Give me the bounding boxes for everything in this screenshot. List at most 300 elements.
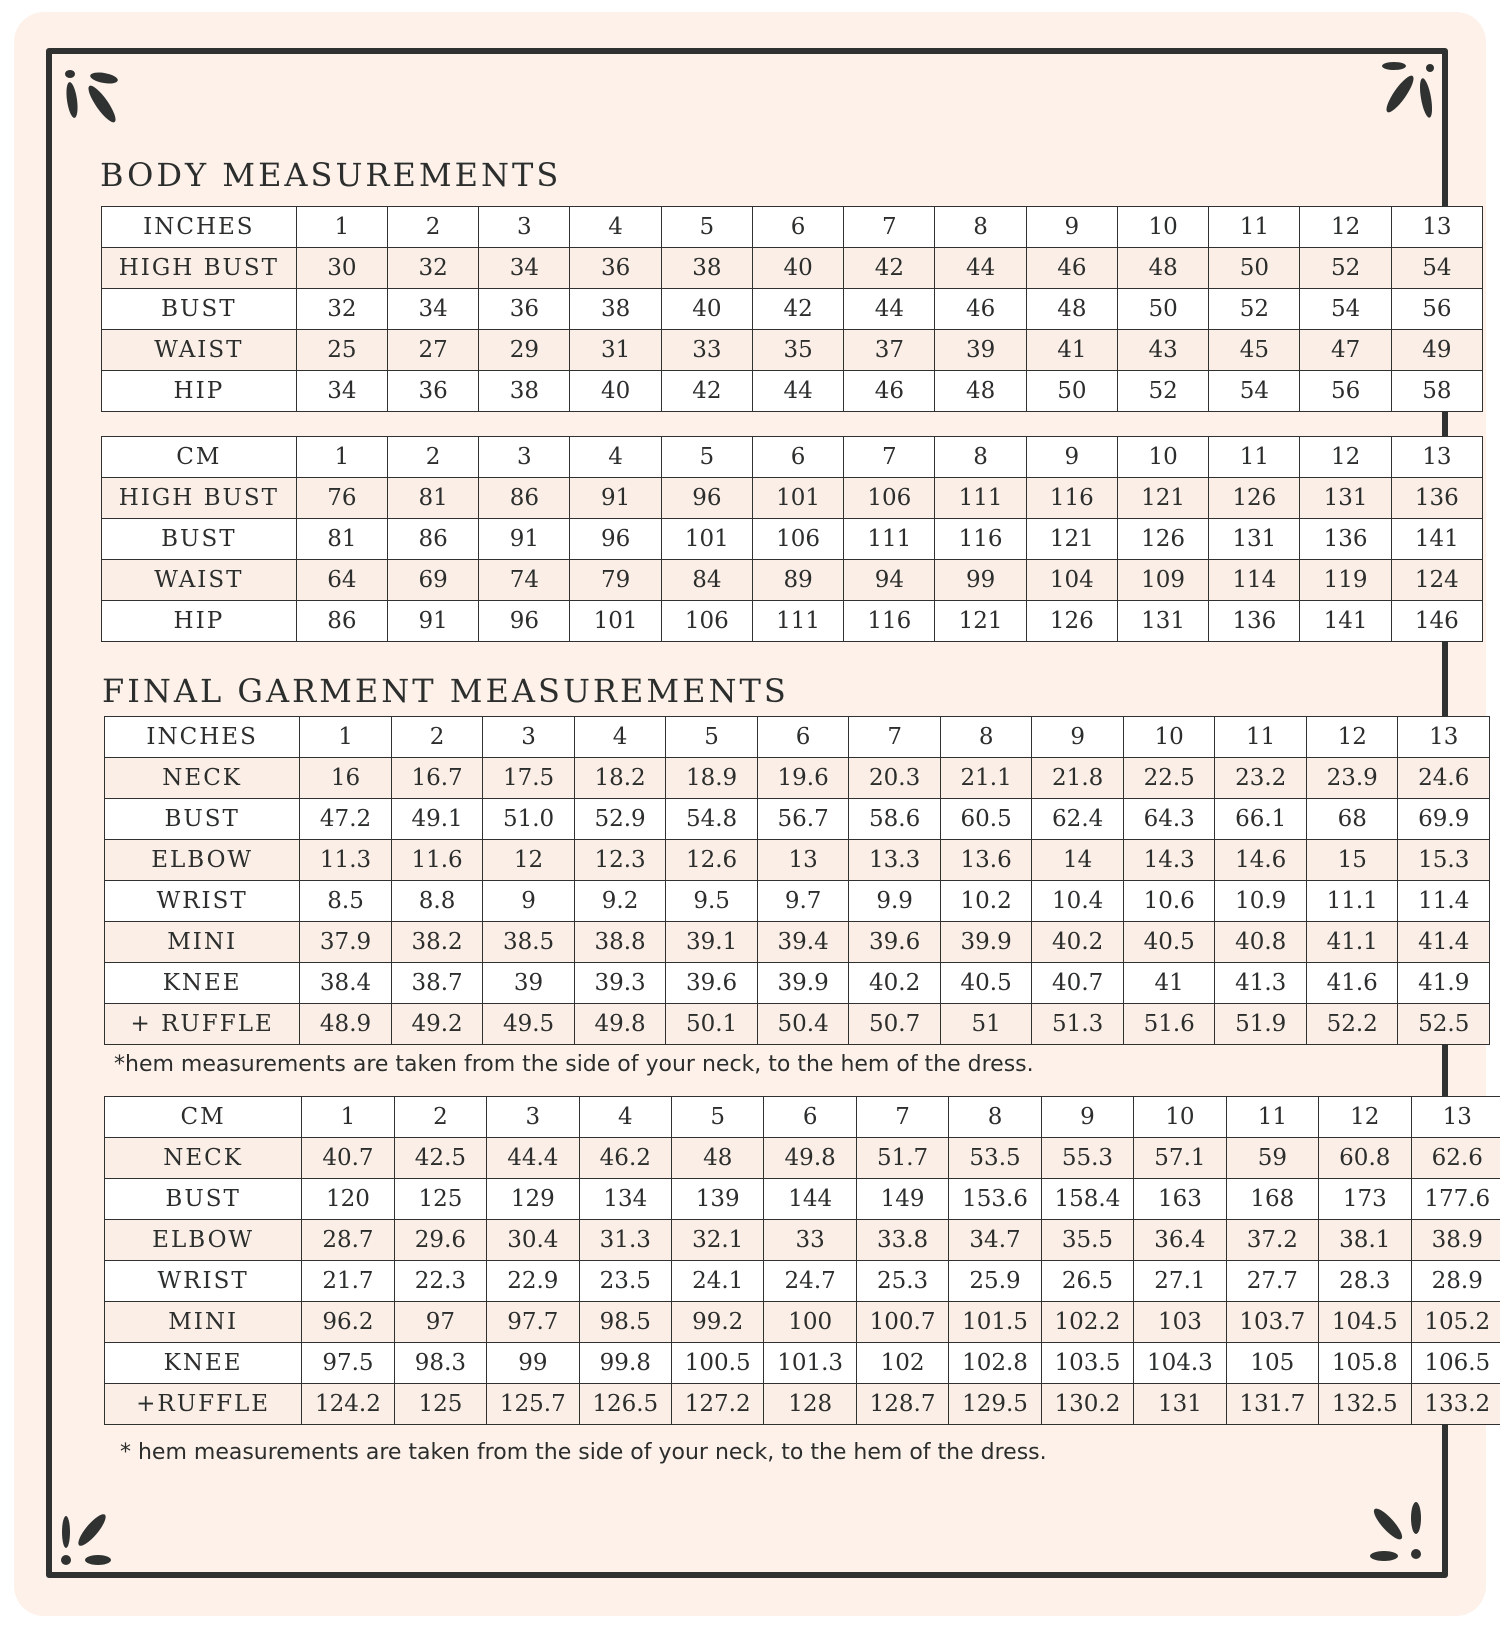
- table-cell: 11: [1209, 207, 1300, 248]
- table-cell: 49.8: [764, 1138, 856, 1179]
- row-label-cell: NECK: [105, 1138, 302, 1179]
- row-label-cell: MINI: [105, 1302, 302, 1343]
- table-cell: 97.7: [487, 1302, 579, 1343]
- section-title-final: FINAL GARMENT MEASUREMENTS: [102, 672, 789, 710]
- table-row: [105, 1004, 1490, 1045]
- table-cell: 32: [296, 289, 387, 330]
- table-cell: 39: [935, 330, 1026, 371]
- table-cell: 146: [1391, 601, 1482, 642]
- table-cell: 27.1: [1134, 1261, 1226, 1302]
- table-cell: 10.2: [940, 881, 1032, 922]
- table-cell: 48.9: [300, 1004, 392, 1045]
- row-label-cell: WAIST: [102, 330, 297, 371]
- table-cell: 46.2: [579, 1138, 671, 1179]
- table-cell: 127.2: [672, 1384, 764, 1425]
- table-cell: 129: [487, 1179, 579, 1220]
- table-cell: 16.7: [391, 758, 483, 799]
- table-cell: 38: [479, 371, 570, 412]
- table-cell: 163: [1134, 1179, 1226, 1220]
- table-cell: 38.2: [391, 922, 483, 963]
- table-cell: 86: [296, 601, 387, 642]
- body-cm-table: [101, 436, 1483, 642]
- table-row: [105, 1179, 1500, 1220]
- table-cell: 11.6: [391, 840, 483, 881]
- table-cell: 12: [1300, 437, 1391, 478]
- table-cell: 10: [1123, 717, 1215, 758]
- table-cell: 6: [764, 1097, 856, 1138]
- table-cell: 96: [479, 601, 570, 642]
- table-cell: 69: [387, 560, 478, 601]
- row-label-cell: INCHES: [102, 207, 297, 248]
- table-cell: 81: [387, 478, 478, 519]
- table-cell: 6: [752, 437, 843, 478]
- table-cell: 40: [661, 289, 752, 330]
- table-cell: 48: [672, 1138, 764, 1179]
- table-cell: 121: [1117, 478, 1208, 519]
- table-cell: 81: [296, 519, 387, 560]
- table-cell: 89: [752, 560, 843, 601]
- table-cell: 131.7: [1226, 1384, 1318, 1425]
- row-label-cell: WAIST: [102, 560, 297, 601]
- table-cell: 4: [570, 437, 661, 478]
- table-cell: 125: [394, 1384, 486, 1425]
- table-cell: 40.5: [1123, 922, 1215, 963]
- table-cell: 168: [1226, 1179, 1318, 1220]
- table-cell: 126: [1026, 601, 1117, 642]
- table-cell: 131: [1300, 478, 1391, 519]
- table-cell: 40.7: [302, 1138, 394, 1179]
- table-cell: 15.3: [1398, 840, 1490, 881]
- table-header-row: [105, 1097, 1500, 1138]
- table-cell: 52.2: [1306, 1004, 1398, 1045]
- table-cell: 43: [1117, 330, 1208, 371]
- table-cell: 5: [661, 207, 752, 248]
- table-cell: 129.5: [949, 1384, 1041, 1425]
- table-cell: 24.6: [1398, 758, 1490, 799]
- table-cell: 44: [844, 289, 935, 330]
- table-cell: 9: [1032, 717, 1124, 758]
- table-cell: 3: [479, 207, 570, 248]
- table-cell: 60.5: [940, 799, 1032, 840]
- table-cell: 141: [1391, 519, 1482, 560]
- final-inches-table: [104, 716, 1490, 1045]
- row-label-cell: HIP: [102, 601, 297, 642]
- table-cell: 104: [1026, 560, 1117, 601]
- table-cell: 7: [849, 717, 941, 758]
- table-cell: 2: [387, 437, 478, 478]
- table-cell: 126: [1209, 478, 1300, 519]
- table-row: [105, 1261, 1500, 1302]
- table-cell: 49.5: [483, 1004, 575, 1045]
- table-cell: 51.9: [1215, 1004, 1307, 1045]
- table-cell: 102: [856, 1343, 948, 1384]
- table-cell: 101: [661, 519, 752, 560]
- table-cell: 48: [1026, 289, 1117, 330]
- table-cell: 54: [1209, 371, 1300, 412]
- table-cell: 38.5: [483, 922, 575, 963]
- table-cell: 134: [579, 1179, 671, 1220]
- table-cell: 4: [570, 207, 661, 248]
- table-cell: 97.5: [302, 1343, 394, 1384]
- table-cell: 104.5: [1319, 1302, 1411, 1343]
- table-cell: 33: [661, 330, 752, 371]
- table-row: [105, 799, 1490, 840]
- table-cell: 31.3: [579, 1220, 671, 1261]
- table-cell: 46: [844, 371, 935, 412]
- row-label-cell: KNEE: [105, 1343, 302, 1384]
- table-cell: 64: [296, 560, 387, 601]
- table-cell: 28.9: [1411, 1261, 1500, 1302]
- table-cell: 18.9: [666, 758, 758, 799]
- table-cell: 38: [661, 248, 752, 289]
- table-cell: 42: [752, 289, 843, 330]
- table-cell: 177.6: [1411, 1179, 1500, 1220]
- table-cell: 68: [1306, 799, 1398, 840]
- row-label-cell: BUST: [102, 519, 297, 560]
- table-cell: 42.5: [394, 1138, 486, 1179]
- table-cell: 5: [666, 717, 758, 758]
- table-cell: 62.6: [1411, 1138, 1500, 1179]
- table-cell: 52.5: [1398, 1004, 1490, 1045]
- row-label-cell: NECK: [105, 758, 300, 799]
- table-cell: 10.9: [1215, 881, 1307, 922]
- table-cell: 13: [1391, 437, 1482, 478]
- table-cell: 31: [570, 330, 661, 371]
- leaf-sprig-icon: [1376, 58, 1440, 134]
- table-cell: 124: [1391, 560, 1482, 601]
- table-cell: 21.7: [302, 1261, 394, 1302]
- table-cell: 99: [487, 1343, 579, 1384]
- table-cell: 111: [935, 478, 1026, 519]
- table-cell: 74: [479, 560, 570, 601]
- table-cell: 133.2: [1411, 1384, 1500, 1425]
- table-cell: 10.6: [1123, 881, 1215, 922]
- table-row: [105, 881, 1490, 922]
- table-cell: 26.5: [1041, 1261, 1133, 1302]
- table-cell: 50.4: [757, 1004, 849, 1045]
- table-cell: 2: [391, 717, 483, 758]
- table-cell: 39.9: [940, 922, 1032, 963]
- table-cell: 4: [574, 717, 666, 758]
- table-cell: 60.8: [1319, 1138, 1411, 1179]
- table-cell: 49.8: [574, 1004, 666, 1045]
- table-cell: 124.2: [302, 1384, 394, 1425]
- table-cell: 104.3: [1134, 1343, 1226, 1384]
- leaf-sprig-icon: [1362, 1496, 1426, 1572]
- table-cell: 136: [1209, 601, 1300, 642]
- table-cell: 40.7: [1032, 963, 1124, 1004]
- table-cell: 10: [1117, 437, 1208, 478]
- table-cell: 13: [1411, 1097, 1500, 1138]
- table-cell: 21.1: [940, 758, 1032, 799]
- table-cell: 39.1: [666, 922, 758, 963]
- table-cell: 126.5: [579, 1384, 671, 1425]
- table-cell: 56: [1391, 289, 1482, 330]
- table-cell: 126: [1117, 519, 1208, 560]
- hem-note: * hem measurements are taken from the side of your neck, to the hem of the dress.: [120, 1440, 1047, 1465]
- table-cell: 11: [1209, 437, 1300, 478]
- table-cell: 128.7: [856, 1384, 948, 1425]
- table-cell: 47.2: [300, 799, 392, 840]
- table-cell: 58: [1391, 371, 1482, 412]
- table-cell: 38.1: [1319, 1220, 1411, 1261]
- table-cell: 5: [661, 437, 752, 478]
- table-cell: 128: [764, 1384, 856, 1425]
- table-cell: 144: [764, 1179, 856, 1220]
- table-cell: 121: [1026, 519, 1117, 560]
- table-cell: 34: [479, 248, 570, 289]
- table-cell: 69.9: [1398, 799, 1490, 840]
- table-cell: 27: [387, 330, 478, 371]
- row-label-cell: ELBOW: [105, 840, 300, 881]
- table-cell: 14.6: [1215, 840, 1307, 881]
- row-label-cell: + RUFFLE: [105, 1004, 300, 1045]
- table-cell: 10: [1134, 1097, 1226, 1138]
- table-cell: 38: [570, 289, 661, 330]
- table-header-row: [102, 437, 1483, 478]
- table-cell: 9: [1026, 437, 1117, 478]
- table-cell: 45: [1209, 330, 1300, 371]
- table-cell: 149: [856, 1179, 948, 1220]
- table-cell: 38.9: [1411, 1220, 1500, 1261]
- table-cell: 116: [935, 519, 1026, 560]
- table-cell: 125: [394, 1179, 486, 1220]
- row-label-cell: BUST: [105, 1179, 302, 1220]
- table-cell: 24.1: [672, 1261, 764, 1302]
- table-row: [105, 1220, 1500, 1261]
- table-cell: 14: [1032, 840, 1124, 881]
- table-cell: 50.7: [849, 1004, 941, 1045]
- table-cell: 50: [1117, 289, 1208, 330]
- table-row: [102, 519, 1483, 560]
- table-cell: 35: [752, 330, 843, 371]
- table-cell: 121: [935, 601, 1026, 642]
- table-cell: 136: [1300, 519, 1391, 560]
- table-cell: 53.5: [949, 1138, 1041, 1179]
- table-cell: 51: [940, 1004, 1032, 1045]
- table-cell: 50.1: [666, 1004, 758, 1045]
- table-cell: 1: [296, 207, 387, 248]
- table-cell: 10: [1117, 207, 1208, 248]
- table-cell: 11: [1226, 1097, 1318, 1138]
- table-cell: 47: [1300, 330, 1391, 371]
- table-cell: 37.9: [300, 922, 392, 963]
- table-cell: 40.2: [849, 963, 941, 1004]
- table-cell: 52: [1209, 289, 1300, 330]
- table-cell: 54: [1300, 289, 1391, 330]
- table-cell: 10.4: [1032, 881, 1124, 922]
- table-row: [102, 560, 1483, 601]
- table-cell: 36: [479, 289, 570, 330]
- table-cell: 36.4: [1134, 1220, 1226, 1261]
- table-cell: 84: [661, 560, 752, 601]
- table-cell: 42: [661, 371, 752, 412]
- table-cell: 59: [1226, 1138, 1318, 1179]
- table-cell: 40.2: [1032, 922, 1124, 963]
- table-cell: 38.8: [574, 922, 666, 963]
- table-cell: 97: [394, 1302, 486, 1343]
- table-cell: 52: [1117, 371, 1208, 412]
- body-inches-table: [101, 206, 1483, 412]
- hem-note: *hem measurements are taken from the side of your neck, to the hem of the dress.: [114, 1052, 1034, 1077]
- table-cell: 12: [483, 840, 575, 881]
- table-row: [105, 840, 1490, 881]
- table-cell: 27.7: [1226, 1261, 1318, 1302]
- table-cell: 44: [935, 248, 1026, 289]
- table-cell: 51.3: [1032, 1004, 1124, 1045]
- table-cell: 100: [764, 1302, 856, 1343]
- table-cell: 116: [844, 601, 935, 642]
- table-cell: 30.4: [487, 1220, 579, 1261]
- table-header-row: [105, 717, 1490, 758]
- table-cell: 41: [1123, 963, 1215, 1004]
- table-cell: 52.9: [574, 799, 666, 840]
- table-cell: 136: [1391, 478, 1482, 519]
- table-cell: 131: [1134, 1384, 1226, 1425]
- row-label-cell: INCHES: [105, 717, 300, 758]
- table-cell: 13: [1391, 207, 1482, 248]
- table-cell: 9: [1026, 207, 1117, 248]
- table-cell: 40: [570, 371, 661, 412]
- table-cell: 8: [935, 437, 1026, 478]
- table-cell: 99.2: [672, 1302, 764, 1343]
- table-cell: 1: [296, 437, 387, 478]
- table-cell: 36: [387, 371, 478, 412]
- table-cell: 12.6: [666, 840, 758, 881]
- table-cell: 101: [570, 601, 661, 642]
- table-cell: 100.7: [856, 1302, 948, 1343]
- table-cell: 2: [394, 1097, 486, 1138]
- table-cell: 8.8: [391, 881, 483, 922]
- table-cell: 101.5: [949, 1302, 1041, 1343]
- table-cell: 13.6: [940, 840, 1032, 881]
- table-cell: 39.4: [757, 922, 849, 963]
- row-label-cell: WRIST: [105, 1261, 302, 1302]
- table-cell: 44: [752, 371, 843, 412]
- table-cell: 99: [935, 560, 1026, 601]
- table-cell: 3: [483, 717, 575, 758]
- table-cell: 41.3: [1215, 963, 1307, 1004]
- table-cell: 103: [1134, 1302, 1226, 1343]
- table-cell: 11.1: [1306, 881, 1398, 922]
- table-cell: 111: [752, 601, 843, 642]
- table-cell: 131: [1209, 519, 1300, 560]
- row-label-cell: BUST: [102, 289, 297, 330]
- table-cell: 12.3: [574, 840, 666, 881]
- leaf-sprig-icon: [60, 66, 124, 142]
- table-cell: 13: [1398, 717, 1490, 758]
- table-cell: 17.5: [483, 758, 575, 799]
- table-cell: 94: [844, 560, 935, 601]
- table-cell: 49.2: [391, 1004, 483, 1045]
- table-cell: 100.5: [672, 1343, 764, 1384]
- table-cell: 6: [752, 207, 843, 248]
- row-label-cell: BUST: [105, 799, 300, 840]
- table-cell: 55.3: [1041, 1138, 1133, 1179]
- row-label-cell: CM: [102, 437, 297, 478]
- table-cell: 5: [672, 1097, 764, 1138]
- table-cell: 48: [935, 371, 1026, 412]
- table-cell: 9.9: [849, 881, 941, 922]
- table-cell: 91: [570, 478, 661, 519]
- row-label-cell: HIGH BUST: [102, 248, 297, 289]
- table-cell: 12: [1319, 1097, 1411, 1138]
- table-row: [105, 1138, 1500, 1179]
- table-cell: 120: [302, 1179, 394, 1220]
- table-cell: 1: [300, 717, 392, 758]
- table-cell: 8: [940, 717, 1032, 758]
- table-cell: 101.3: [764, 1343, 856, 1384]
- table-cell: 8: [935, 207, 1026, 248]
- table-cell: 91: [479, 519, 570, 560]
- table-cell: 40: [752, 248, 843, 289]
- table-cell: 24.7: [764, 1261, 856, 1302]
- table-cell: 33.8: [856, 1220, 948, 1261]
- table-cell: 9.7: [757, 881, 849, 922]
- table-row: [102, 248, 1483, 289]
- table-header-row: [102, 207, 1483, 248]
- table-cell: 7: [856, 1097, 948, 1138]
- table-cell: 51.6: [1123, 1004, 1215, 1045]
- table-cell: 98.5: [579, 1302, 671, 1343]
- table-cell: 35.5: [1041, 1220, 1133, 1261]
- table-cell: 33: [764, 1220, 856, 1261]
- table-cell: 29.6: [394, 1220, 486, 1261]
- table-cell: 22.9: [487, 1261, 579, 1302]
- table-cell: 119: [1300, 560, 1391, 601]
- table-cell: 106: [752, 519, 843, 560]
- table-cell: 30: [296, 248, 387, 289]
- table-cell: 7: [844, 207, 935, 248]
- table-cell: 99.8: [579, 1343, 671, 1384]
- table-cell: 49.1: [391, 799, 483, 840]
- table-cell: 9: [1041, 1097, 1133, 1138]
- table-cell: 25: [296, 330, 387, 371]
- table-cell: 34: [296, 371, 387, 412]
- final-cm-table: [104, 1096, 1500, 1425]
- table-cell: 20.3: [849, 758, 941, 799]
- table-cell: 4: [579, 1097, 671, 1138]
- table-cell: 23.5: [579, 1261, 671, 1302]
- table-cell: 41.4: [1398, 922, 1490, 963]
- row-label-cell: KNEE: [105, 963, 300, 1004]
- row-label-cell: HIP: [102, 371, 297, 412]
- table-cell: 28.3: [1319, 1261, 1411, 1302]
- row-label-cell: +RUFFLE: [105, 1384, 302, 1425]
- table-cell: 38.4: [300, 963, 392, 1004]
- table-cell: 64.3: [1123, 799, 1215, 840]
- table-cell: 15: [1306, 840, 1398, 881]
- table-cell: 139: [672, 1179, 764, 1220]
- table-cell: 46: [1026, 248, 1117, 289]
- table-cell: 7: [844, 437, 935, 478]
- table-cell: 158.4: [1041, 1179, 1133, 1220]
- table-row: [102, 289, 1483, 330]
- table-cell: 34: [387, 289, 478, 330]
- table-cell: 16: [300, 758, 392, 799]
- table-cell: 86: [387, 519, 478, 560]
- table-cell: 86: [479, 478, 570, 519]
- table-cell: 8.5: [300, 881, 392, 922]
- table-cell: 12: [1300, 207, 1391, 248]
- table-cell: 37: [844, 330, 935, 371]
- table-cell: 103.7: [1226, 1302, 1318, 1343]
- table-cell: 13.3: [849, 840, 941, 881]
- table-cell: 58.6: [849, 799, 941, 840]
- table-cell: 125.7: [487, 1384, 579, 1425]
- table-cell: 14.3: [1123, 840, 1215, 881]
- table-row: [102, 330, 1483, 371]
